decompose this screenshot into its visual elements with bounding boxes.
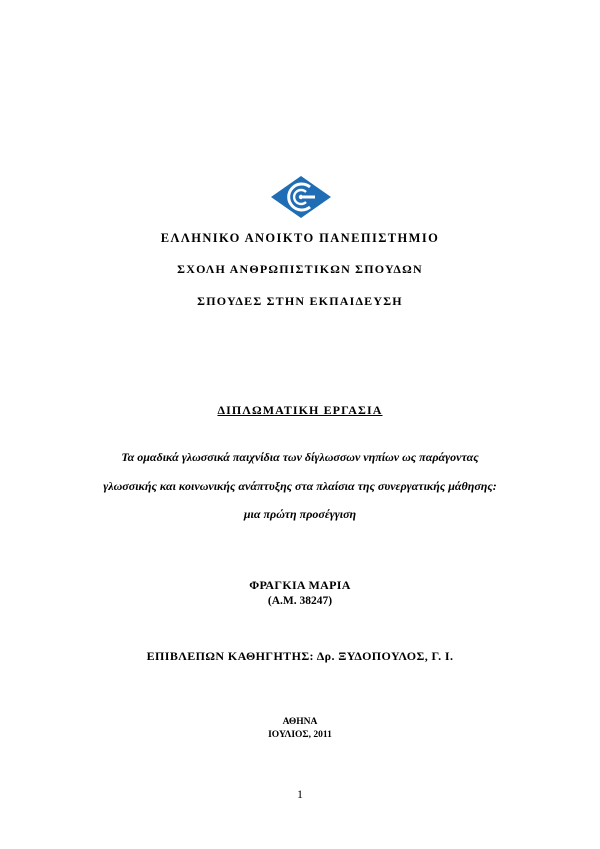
author-registration: (Α.Μ. 38247)	[267, 595, 333, 607]
supervisor: ΕΠΙΒΛΕΠΩΝ ΚΑΘΗΓΗΤΗΣ: Δρ. ΞΥΔΟΠΟΥΛΟΣ, Γ. Ι.	[146, 649, 454, 663]
page-number: 1	[297, 787, 303, 801]
city: ΑΘΗΝΑ	[282, 717, 318, 727]
university-logo-icon	[270, 175, 332, 219]
thesis-title-line: μια πρώτη προσέγγιση	[243, 507, 357, 521]
author-name: ΦΡΑΓΚΙΑ ΜΑΡΙΑ	[249, 578, 351, 592]
program-name: ΣΠΟΥΔΕΣ ΣΤΗΝ ΕΚΠΑΙΔΕΥΣΗ	[197, 294, 403, 308]
date: ΙΟΥΛΙΟΣ, 2011	[268, 730, 332, 740]
school-name: ΣΧΟΛΗ ΑΝΘΡΩΠΙΣΤΙΚΩΝ ΣΠΟΥΔΩΝ	[177, 262, 423, 276]
thesis-title-line: γλωσσικής και κοινωνικής ανάπτυξης στα πλαίσια της συνεργατικής μάθησης:	[103, 479, 497, 493]
thesis-type-label: ΔΙΠΛΩΜΑΤΙΚΗ ΕΡΓΑΣΙΑ	[217, 403, 383, 417]
thesis-type	[0, 403, 600, 418]
university-name: ΕΛΛΗΝΙΚΟ ΑΝΟΙΚΤΟ ΠΑΝΕΠΙΣΤΗΜΙΟ	[160, 231, 440, 245]
thesis-title-line: Τα ομαδικά γλωσσικά παιχνίδια των δίγλωσσων νηπίων ως παράγοντας	[121, 450, 479, 464]
